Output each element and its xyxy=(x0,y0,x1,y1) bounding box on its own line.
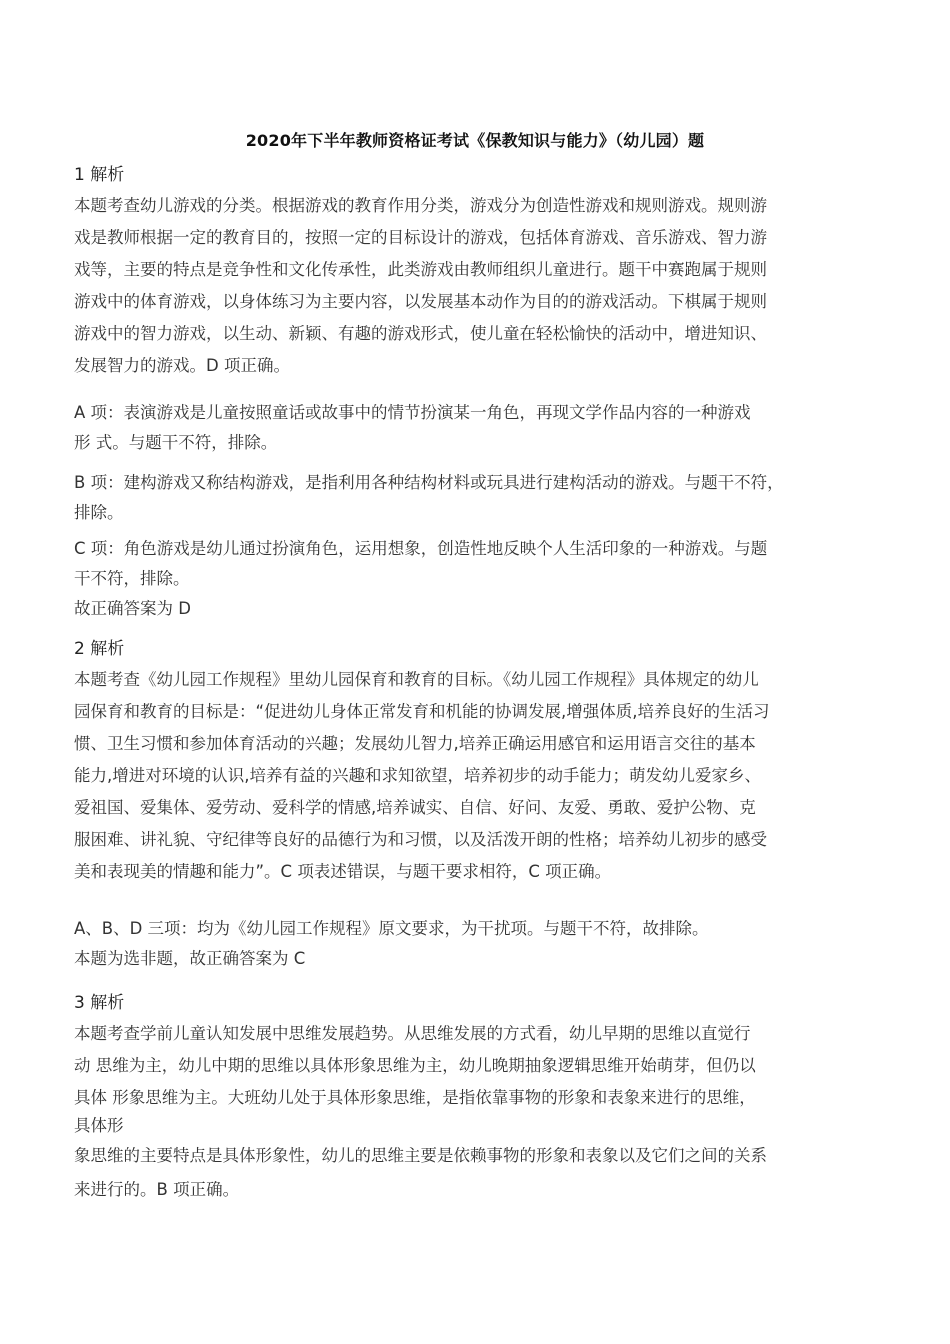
section-3-analysis xyxy=(74,1018,880,1206)
section-2-analysis xyxy=(74,664,880,888)
answer-line: 故正确答案为 D xyxy=(74,599,191,618)
text-line: 来进行的。B 项正确。 xyxy=(74,1180,240,1199)
text-line: 动 思维为主，幼儿中期的思维以具体形象思维为主，幼儿晚期抽象逻辑思维开始萌芽，但仍以 xyxy=(74,1056,756,1075)
text-line: 戏是教师根据一定的教育目的，按照一定的目标设计的游戏，包括体育游戏、音乐游戏、智力游 xyxy=(74,228,767,247)
section-1-analysis xyxy=(74,190,880,382)
text-line: 象思维的主要特点是具体形象性，幼儿的思维主要是依赖事物的形象和表象以及它们之间的关系 xyxy=(74,1146,767,1165)
answer-line: 本题为选非题，故正确答案为 C xyxy=(74,949,306,968)
section-1-option-a xyxy=(74,398,880,458)
text-line: 园保育和教育的目标是：“促进幼儿身体正常发育和机能的协调发展,增强体质,培养良好的生活习 xyxy=(74,702,770,721)
text-line: 本题考查幼儿游戏的分类。根据游戏的教育作用分类，游戏分为创造性游戏和规则游戏。规则游 xyxy=(74,196,767,215)
text-line: 能力,增进对环境的认识,培养有益的兴趣和求知欲望，培养初步的动手能力；萌发幼儿爱家乡、 xyxy=(74,766,761,785)
text-line: 具体 形象思维为主。大班幼儿处于具体形象思维，是指依靠事物的形象和表象来进行的思维， xyxy=(74,1088,756,1107)
text-line: 游戏中的智力游戏，以生动、新颖、有趣的游戏形式，使儿童在轻松愉快的活动中，增进知识、 xyxy=(74,324,767,343)
text-line: A 项：表演游戏是儿童按照童话或故事中的情节扮演某一角色，再现文学作品内容的一种游戏 xyxy=(74,403,751,422)
text-line: 美和表现美的情趣和能力”。C 项表述错误，与题干要求相符，C 项正确。 xyxy=(74,862,612,881)
text-line: 爱祖国、爱集体、爱劳动、爱科学的情感,培养诚实、自信、好问、友爱、勇敢、爱护公物、克 xyxy=(74,798,756,817)
section-1-option-c xyxy=(74,534,880,624)
text-line: 排除。 xyxy=(74,503,124,522)
text-line: 形 式。与题干不符，排除。 xyxy=(74,433,278,452)
text-line: 本题考查《幼儿园工作规程》里幼儿园保育和教育的目标。《幼儿园工作规程》具体规定的幼儿 xyxy=(74,670,759,689)
section-2-options xyxy=(74,914,880,974)
section-2-heading: 2 解析 xyxy=(74,639,125,659)
text-line: 游戏中的体育游戏，以身体练习为主要内容，以发展基本动作为目的的游戏活动。下棋属于规则 xyxy=(74,292,767,311)
section-1-option-b xyxy=(74,468,880,528)
text-line: B 项：建构游戏又称结构游戏，是指利用各种结构材料或玩具进行建构活动的游戏。与题干不符， xyxy=(74,473,784,492)
text-line: A、B、D 三项：均为《幼儿园工作规程》原文要求，为干扰项。与题干不符，故排除。 xyxy=(74,919,709,938)
text-line: 惯、卫生习惯和参加体育活动的兴趣；发展幼儿智力,培养正确运用感官和运用语言交往的基本 xyxy=(74,734,756,753)
section-1-heading: 1 解析 xyxy=(74,165,125,185)
document-title: 2020年下半年教师资格证考试《保教知识与能力》（幼儿园）题 xyxy=(245,131,705,150)
text-line: 本题考查学前儿童认知发展中思维发展趋势。从思维发展的方式看，幼儿早期的思维以直觉行 xyxy=(74,1024,751,1043)
text-line: 发展智力的游戏。D 项正确。 xyxy=(74,356,290,375)
text-line: 戏等，主要的特点是竞争性和文化传承性，此类游戏由教师组织儿童进行。题干中赛跑属于规则 xyxy=(74,260,767,279)
section-3-heading: 3 解析 xyxy=(74,993,125,1013)
text-line: 服困难、讲礼貌、守纪律等良好的品德行为和习惯，以及活泼开朗的性格；培养幼儿初步的感受 xyxy=(74,830,767,849)
text-line: C 项：角色游戏是幼儿通过扮演角色，运用想象，创造性地反映个人生活印象的一种游戏。与题 xyxy=(74,539,768,558)
text-line: 干不符，排除。 xyxy=(74,569,190,588)
text-line: 具体形 xyxy=(74,1116,124,1135)
